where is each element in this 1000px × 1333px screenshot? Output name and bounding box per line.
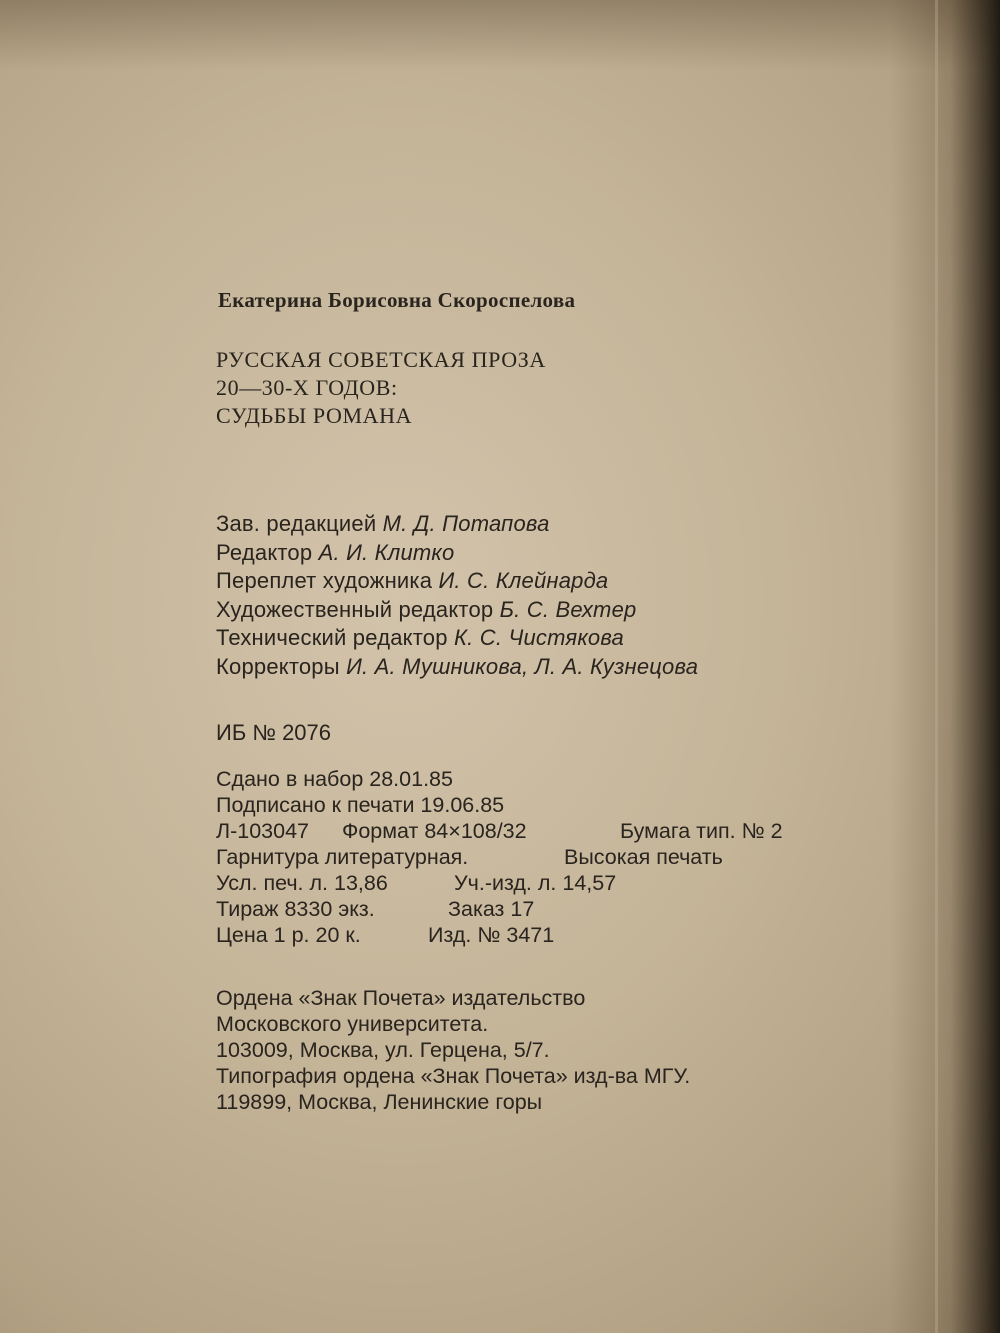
paper-type: Бумага тип. № 2 [620,819,783,843]
credit-name: И. С. Клейнарда [438,568,609,594]
page-top-shadow [0,0,1000,70]
credit-row [216,624,698,653]
credit-role: Технический редактор [216,625,448,651]
publisher-block [216,985,690,1115]
credit-name: Б. С. Вехтер [499,596,637,622]
title-line-1: РУССКАЯ СОВЕТСКАЯ ПРОЗА [216,347,546,372]
publisher-number: Изд. № 3471 [428,923,555,947]
credit-name: А. И. Клитко [318,539,455,565]
credit-row [216,539,698,568]
format-value: Формат 84×108/32 [342,819,527,843]
credit-row [216,596,698,625]
title-line-2: 20—30-Х ГОДОВ: [216,375,398,400]
printer-address: 119899, Москва, Ленинские горы [216,1090,543,1114]
credit-role: Зав. редакцией [216,511,377,536]
credit-name: М. Д. Потапова [382,511,550,536]
credit-role: Переплет художника [216,568,433,594]
credit-name: И. А. Мушникова, Л. А. Кузнецова [346,653,699,679]
publisher-line-1: Ордена «Знак Почета» издательство [216,986,586,1010]
publisher-address: 103009, Москва, ул. Герцена, 5/7. [216,1038,550,1062]
publisher-line-2: Московского университета. [216,1012,489,1036]
book-title [216,346,546,430]
author-name: Екатерина Борисовна Скороспелова [218,288,576,312]
typeface: Гарнитура литературная. [216,845,469,869]
ib-number: ИБ № 2076 [216,720,332,745]
credit-role: Корректоры [216,653,340,679]
credit-name: К. С. Чистякова [453,625,624,651]
publisher-sheets: Уч.-изд. л. 14,57 [454,871,617,895]
credit-role: Художественный редактор [216,596,494,622]
credit-row [216,567,698,596]
credit-row [216,653,698,682]
printer-name: Типография ордена «Знак Почета» изд-ва МГУ. [216,1064,691,1088]
submitted-date: Сдано в набор 28.01.85 [216,767,453,791]
page-right-shadow [890,0,1000,1333]
signed-date: Подписано к печати 19.06.85 [216,793,505,817]
price: Цена 1 р. 20 к. [216,923,361,947]
print-type: Высокая печать [564,845,723,869]
credit-role: Редактор [216,539,313,565]
circulation: Тираж 8330 экз. [216,897,375,921]
order-number: Заказ 17 [448,897,535,921]
credit-row [216,510,698,539]
print-sheets: Усл. печ. л. 13,86 [216,871,388,895]
title-line-3: СУДЬБЫ РОМАНА [216,403,413,428]
license-number: Л-103047 [216,819,310,843]
credits-list [216,510,698,682]
